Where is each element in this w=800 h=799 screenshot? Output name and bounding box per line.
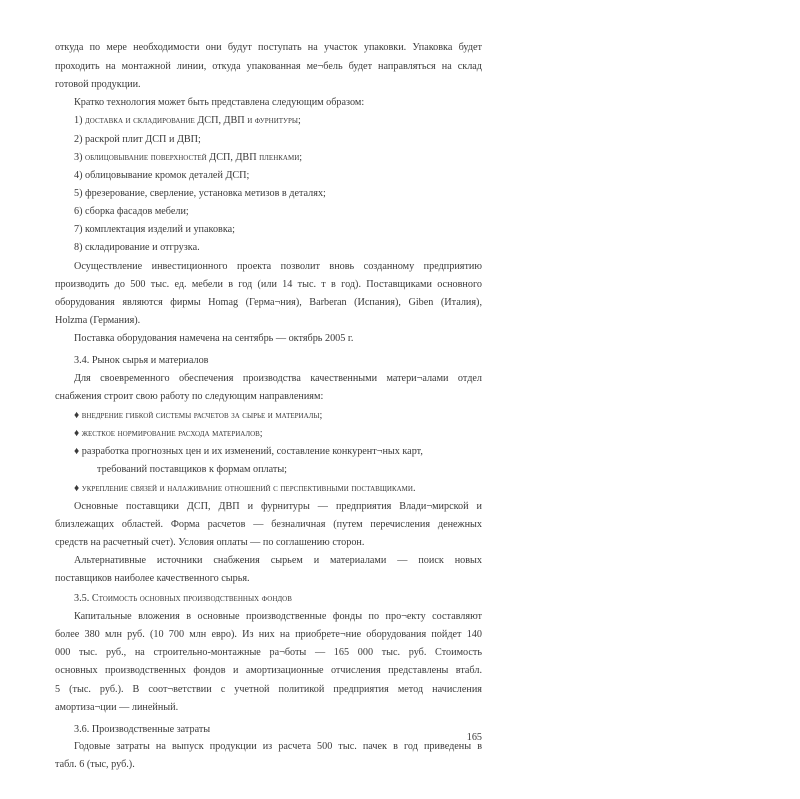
bullet-item: ♦ жесткое нормирование расхода материалов; <box>74 428 263 439</box>
text-line: Кратко технология может быть представлена следующим образом: <box>74 97 365 108</box>
text-line: 5 (тыс. руб.). В соот¬ветствии с учетной политикой предприятия метод начисления <box>55 684 482 695</box>
text-line: снабжения строит свою работу по следующим направлениям: <box>55 391 324 402</box>
text-line: готовой продукции. <box>55 79 141 90</box>
page-number: 165 <box>466 732 482 743</box>
text-line: более 380 млн руб. (10 700 млн евро). Из них на приобрете¬ние оборудования пойдет 140 <box>55 629 482 640</box>
text-line: Holzma (Германия). <box>55 315 141 326</box>
list-item: 7) комплектация изделий и упаковка; <box>74 224 235 235</box>
text-line: Поставка оборудования намечена на сентябрь — октябрь 2005 г. <box>74 333 354 344</box>
list-item: 5) фрезерование, сверление, установка метизов в деталях; <box>74 188 326 199</box>
text-line: средств на расчетный счет). Условия оплаты — по соглашению сторон. <box>55 537 365 548</box>
section-heading: 3.4. Рынок сырья и материалов <box>74 355 209 366</box>
section-heading: 3.5. Стоимость основных производственных фондов <box>74 593 292 604</box>
text-line: табл. 6 (тыс, руб.). <box>55 759 135 770</box>
list-item: 6) сборка фасадов мебели; <box>74 206 189 217</box>
list-item: 1) доставка и складирование ДСП, ДВП и фурнитуры; <box>74 115 301 126</box>
text-line: Основные поставщики ДСП, ДВП и фурнитуры — предприятия Влади¬мирской и <box>74 501 482 512</box>
text-line: 000 тыс. руб., на строительно-монтажные ра¬боты — 165 000 тыс. руб. Стоимость <box>55 647 482 658</box>
list-item: 2) раскрой плит ДСП и ДВП; <box>74 134 201 145</box>
text-line: поставщиков наиболее качественного сырья. <box>55 573 250 584</box>
text-line: производить до 500 тыс. ед. мебели в год (или 14 тыс. т в год). Поставщиками основного <box>55 279 482 290</box>
text-line: Альтернативные источники снабжения сырьем и материалами — поиск новых <box>74 555 482 566</box>
list-item: 3) облицовывание поверхностей ДСП, ДВП пленками; <box>74 152 303 163</box>
text-line: Для своевременного обеспечения производства качественными матери¬алами отдел <box>74 373 482 384</box>
bullet-item: ♦ укрепление связей и налаживание отношений с перспективными поставщиками. <box>74 483 416 494</box>
text-line: основных производственных фондов и амортизационные отчисления представлены втабл. <box>55 665 482 676</box>
text-line: Годовые затраты на выпуск продукции из расчета 500 тыс. пачек в год приведены в <box>74 741 482 752</box>
text-line: Капитальные вложения в основные производственные фонды по про¬екту составляют <box>74 611 482 622</box>
bullet-item: ♦ разработка прогнозных цен и их изменений, составление конкурент¬ных карт, <box>74 446 423 457</box>
text-line: Осуществление инвестиционного проекта позволит вновь созданному предприятию <box>74 261 482 272</box>
bullet-item: ♦ внедрение гибкой системы расчетов за сырье и материалы; <box>74 410 323 421</box>
list-item: 4) облицовывание кромок деталей ДСП; <box>74 170 250 181</box>
list-item: 8) складирование и отгрузка. <box>74 242 200 253</box>
text-line: оборудования являются фирмы Homag (Герма¬ния), Barberan (Испания), Giben (Италия), <box>55 297 482 308</box>
text-line: амортиза¬ции — линейный. <box>55 702 179 713</box>
bullet-item-continuation: требований поставщиков к формам оплаты; <box>97 464 288 475</box>
text-line: проходить на монтажной линии, откуда упакованная ме¬бель будет направляться на склад <box>55 61 482 72</box>
text-line: близлежащих областей. Форма расчетов — безналичная (путем перечисления денежных <box>55 519 482 530</box>
section-heading: 3.6. Производственные затраты <box>74 724 211 735</box>
text-line: откуда по мере необходимости они будут поступать на участок упаковки. Упаковка будет <box>55 42 482 53</box>
